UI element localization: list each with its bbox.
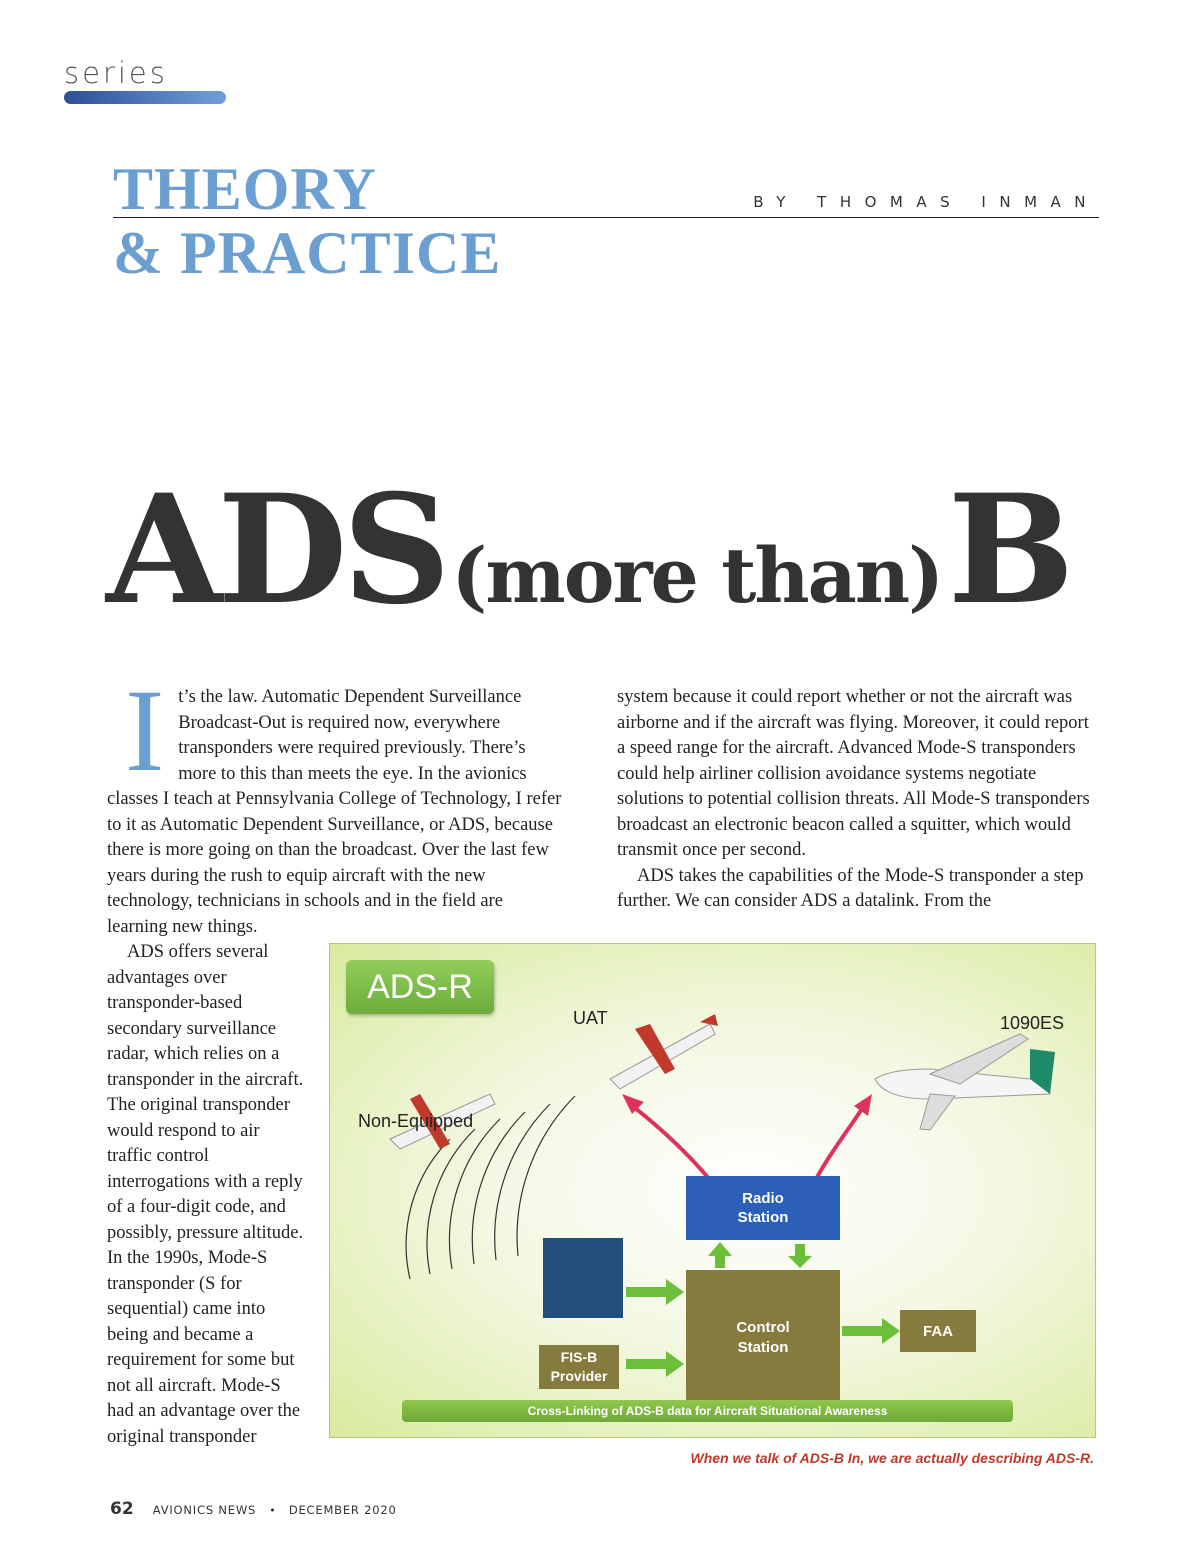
page-number: 62 (110, 1499, 134, 1519)
header-rule (113, 217, 1099, 218)
faa-box: FAA (900, 1310, 976, 1352)
fis-b-provider-box: FIS-B Provider (539, 1345, 619, 1389)
headline-b: B (947, 462, 1070, 638)
radio-station-box: Radio Station (686, 1176, 840, 1240)
cross-linking-banner: Cross-Linking of ADS-B data for Aircraft Situational Awareness (402, 1400, 1013, 1422)
series-label: series (64, 56, 168, 90)
lead-text: t’s the law. Automatic Dependent Surveillance Broadcast-Out is required now, everywhere transponders were required previously. There’s more to this than meets the eye. In the avionics classes I teach at Pennsylvania College of Technology, I refer to it as Automatic Dependent Surveillance, or ADS, because there is more going on than the broadcast. Over the last few years during the rush to equip aircraft with the new technology, technicians in schools and in the field are learning new things. (107, 687, 562, 937)
paragraph: ADS takes the capabilities of the Mode-S transponder a step further. We can consider ADS a datalink. From the (617, 865, 1084, 911)
airliner-1090es-icon (875, 1034, 1055, 1130)
page-footer (110, 1499, 397, 1519)
article-column-2 (617, 685, 1097, 915)
figure-caption: When we talk of ADS-B In, we are actually describing ADS-R. (690, 1450, 1094, 1466)
lead-paragraph (107, 665, 562, 940)
arrowhead-right-icon (854, 1094, 872, 1116)
bullet-separator-icon: • (269, 1504, 276, 1517)
paragraph: system because it could report whether or not the aircraft was airborne and if the aircraft was flying. Moreover, it could report a speed range for the aircraft. Advanced Mode-S transponders could help airliner collision avoidance systems negotiate solutions to potential collision threats. All Mode-S transponders broadcast an electronic beacon called a squitter, which would transmit once per second. (617, 687, 1090, 860)
uat-aircraft-icon (610, 1014, 718, 1089)
section-title (113, 158, 501, 284)
publication-name: AVIONICS NEWS (152, 1503, 257, 1517)
paragraph: ADS offers several advantages over transponder-based secondary surveillance radar, which relies on a transponder in the aircraft. The original transponder would respond to air traffic control interrogations with a reply of a four-digit code, and possibly, pressure altitude. In the 1990s, Mode-S transponder (S for sequential) came into being and became a requirement for some but not all aircraft. Mode-S had an advantage over the original transponder (107, 942, 304, 1447)
byline: BY THOMAS INMAN (753, 193, 1099, 211)
issue-date: DECEMBER 2020 (288, 1503, 397, 1517)
article-headline (106, 462, 1070, 638)
label-non-equipped: Non-Equipped (358, 1111, 474, 1131)
label-1090es: 1090ES (1000, 1013, 1065, 1033)
headline-more-than: (more than) (451, 531, 943, 620)
headline-ads: ADS (106, 462, 446, 638)
label-uat: UAT (573, 1008, 608, 1028)
series-accent-bar (64, 91, 226, 104)
section-title-line2: & PRACTICE (113, 220, 502, 286)
ads-r-diagram (329, 943, 1096, 1438)
section-title-line1: THEORY (113, 156, 377, 222)
drop-cap: I (125, 665, 165, 796)
ads-r-badge: ADS-R (346, 960, 494, 1014)
radar-antenna-image (543, 1238, 623, 1318)
control-station-box: Control Station (686, 1270, 840, 1406)
